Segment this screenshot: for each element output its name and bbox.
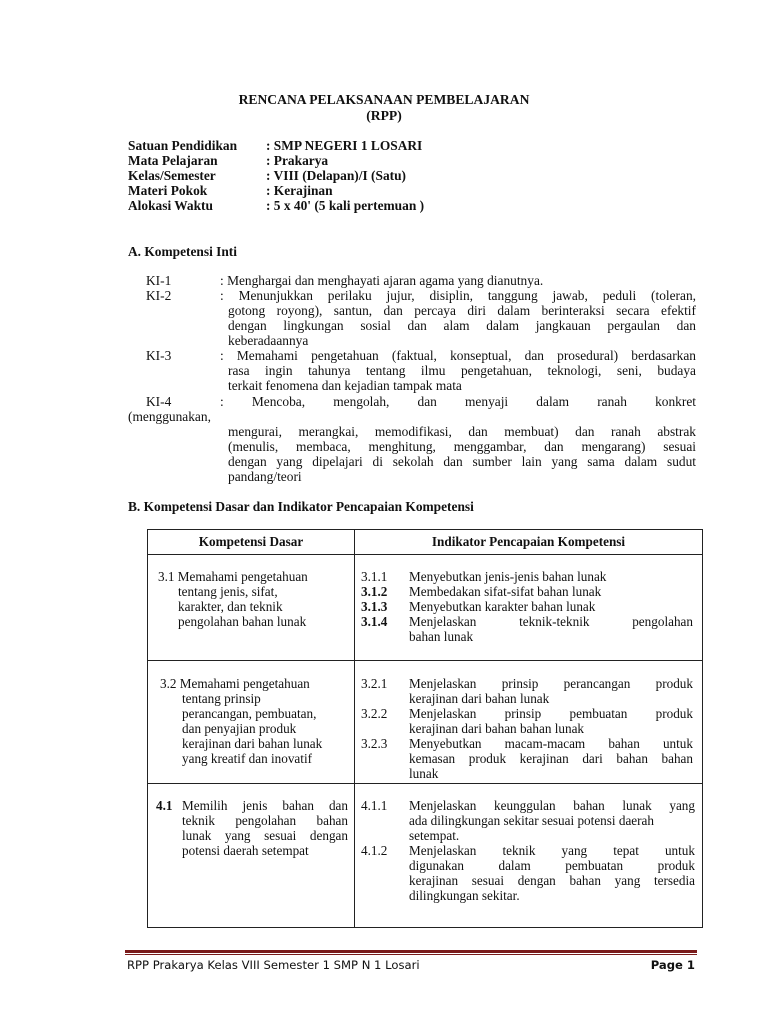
kd-text: kerajinan dari bahan lunak — [182, 736, 323, 751]
indicator-cell — [355, 555, 703, 661]
identity-label: Satuan Pendidikan — [128, 138, 238, 153]
kd-text: potensi daerah setempat — [182, 843, 309, 858]
ki-text: : Menunjukkan perilaku jujur, disiplin, tanggung jawab, peduli (toleran, — [220, 288, 696, 303]
ki-text: mengurai, merangkai, memodifikasi, dan membuat) dan ranah abstrak — [228, 424, 696, 439]
indicator-text: kemasan produk kerajinan dari bahan bahan — [409, 751, 693, 766]
kd-cell — [148, 555, 355, 661]
indicator-text: Menyebutkan macam-macam bahan untuk — [409, 736, 693, 751]
indicator-number: 4.1.2 — [361, 843, 388, 858]
ki-text: (menggunakan, — [128, 409, 211, 424]
ki-text: : Memahami pengetahuan (faktual, konseptual, dan prosedural) berdasarkan — [220, 348, 696, 363]
ki-text: dengan yang dipelajari di sekolah dan sumber lain yang sama dalam sudut — [228, 454, 696, 469]
ki-text: terkait fenomena dan kejadian tampak mata — [228, 378, 462, 393]
kd-text: pengolahan bahan lunak — [178, 614, 307, 629]
ki-label: KI-4 — [146, 394, 172, 409]
identity-value: : VIII (Delapan)/I (Satu) — [266, 168, 406, 183]
indicator-text: Menjelaskan keunggulan bahan lunak yang — [409, 798, 695, 813]
footer-document-label: RPP Prakarya Kelas VIII Semester 1 SMP N 1 Losari — [127, 958, 420, 972]
indicator-text: kerajinan sesuai dengan bahan yang tersedia — [409, 873, 695, 888]
indicator-text: digunakan dalam pembuatan produk — [409, 858, 695, 873]
indicator-text: Menjelaskan prinsip perancangan produk — [409, 676, 693, 691]
indicator-text: kerajinan dari bahan bahan lunak — [409, 721, 585, 736]
indicator-number: 3.2.1 — [361, 676, 388, 691]
kd-text: dan penyajian produk — [182, 721, 297, 736]
ki-text: keberadaannya — [228, 333, 309, 348]
kd-text: perancangan, pembuatan, — [182, 706, 317, 721]
kd-cell — [148, 661, 355, 784]
table-header-row — [148, 530, 703, 555]
indicator-number: 3.1.1 — [361, 569, 388, 584]
competency-table — [147, 529, 703, 928]
footer-rule — [125, 950, 697, 953]
indicator-text: Menjelaskan teknik yang tepat untuk — [409, 843, 695, 858]
kd-text: yang kreatif dan inovatif — [182, 751, 312, 766]
indicator-number: 4.1.1 — [361, 798, 388, 813]
kd-text: 3.2 Memahami pengetahuan — [160, 676, 310, 691]
kd-text: tentang prinsip — [182, 691, 261, 706]
page-number: Page 1 — [650, 958, 695, 972]
indicator-number: 3.1.2 — [361, 584, 388, 599]
kd-text: teknik pengolahan bahan — [182, 813, 348, 828]
identity-label: Kelas/Semester — [128, 168, 216, 183]
identity-label: Mata Pelajaran — [128, 153, 218, 168]
section-a-heading: A. Kompetensi Inti — [128, 244, 237, 259]
indicator-text: Menjelaskan teknik-teknik pengolahan — [409, 614, 693, 629]
indicator-text: ada dilingkungan sekitar sesuai potensi daerah — [409, 813, 654, 828]
column-header-kd: Kompetensi Dasar — [148, 530, 355, 555]
indicator-number: 3.1.4 — [361, 614, 388, 629]
ki-label: KI-2 — [146, 288, 172, 303]
kd-cell — [148, 784, 355, 928]
indicator-text: kerajinan dari bahan lunak — [409, 691, 550, 706]
ki-text: gotong royong), santun, dan percaya diri dalam berinteraksi secara efektif — [228, 303, 696, 318]
document-title: RENCANA PELAKSANAAN PEMBELAJARAN — [238, 92, 530, 107]
kd-text: tentang jenis, sifat, — [178, 584, 278, 599]
indicator-cell — [355, 661, 703, 784]
table-row — [148, 784, 703, 928]
ki-label: KI-1 — [146, 273, 172, 288]
ki-text: rasa ingin tahunya tentang ilmu pengetahuan, teknologi, seni, budaya — [228, 363, 696, 378]
indicator-number: 3.1.3 — [361, 599, 388, 614]
identity-value: : Kerajinan — [266, 183, 333, 198]
kd-text: karakter, dan teknik — [178, 599, 283, 614]
kd-text: Memilih jenis bahan dan — [182, 798, 348, 813]
indicator-number: 3.2.2 — [361, 706, 388, 721]
identity-label: Alokasi Waktu — [128, 198, 213, 213]
indicator-text: Menjelaskan prinsip pembuatan produk — [409, 706, 693, 721]
indicator-text: Membedakan sifat-sifat bahan lunak — [409, 584, 602, 599]
identity-value: : 5 x 40' (5 kali pertemuan ) — [266, 198, 425, 213]
indicator-text: setempat. — [409, 828, 460, 843]
indicator-text: Menyebutkan jenis-jenis bahan lunak — [409, 569, 607, 584]
identity-label: Materi Pokok — [128, 183, 208, 198]
table-row — [148, 661, 703, 784]
column-header-indicator: Indikator Pencapaian Kompetensi — [355, 530, 703, 555]
indicator-text: lunak — [409, 766, 439, 781]
indicator-number: 3.2.3 — [361, 736, 388, 751]
indicator-text: bahan lunak — [409, 629, 474, 644]
ki-text: : Mencoba, mengolah, dan menyaji dalam ranah konkret — [220, 394, 696, 409]
ki-text: pandang/teori — [228, 469, 302, 484]
identity-value: : Prakarya — [266, 153, 329, 168]
indicator-cell — [355, 784, 703, 928]
ki-text: : Menghargai dan menghayati ajaran agama yang dianutnya. — [220, 273, 544, 288]
ki-text: dengan lingkungan sosial dan alam dalam jangkauan pergaulan dan — [228, 318, 696, 333]
identity-value: : SMP NEGERI 1 LOSARI — [266, 138, 423, 153]
indicator-text: dilingkungan sekitar. — [409, 888, 520, 903]
indicator-text: Menyebutkan karakter bahan lunak — [409, 599, 596, 614]
kd-number: 4.1 — [156, 798, 173, 813]
section-b-heading: B. Kompetensi Dasar dan Indikator Pencapaian Kompetensi — [128, 499, 474, 514]
table-row — [148, 555, 703, 661]
ki-label: KI-3 — [146, 348, 172, 363]
kd-text: 3.1 Memahami pengetahuan — [158, 569, 308, 584]
ki-text: (menulis, membaca, menghitung, menggambar, dan mengarang) sesuai — [228, 439, 696, 454]
kd-text: lunak yang sesuai dengan — [182, 828, 348, 843]
document-subtitle: (RPP) — [366, 108, 402, 123]
footer-rule-thin — [125, 954, 697, 955]
